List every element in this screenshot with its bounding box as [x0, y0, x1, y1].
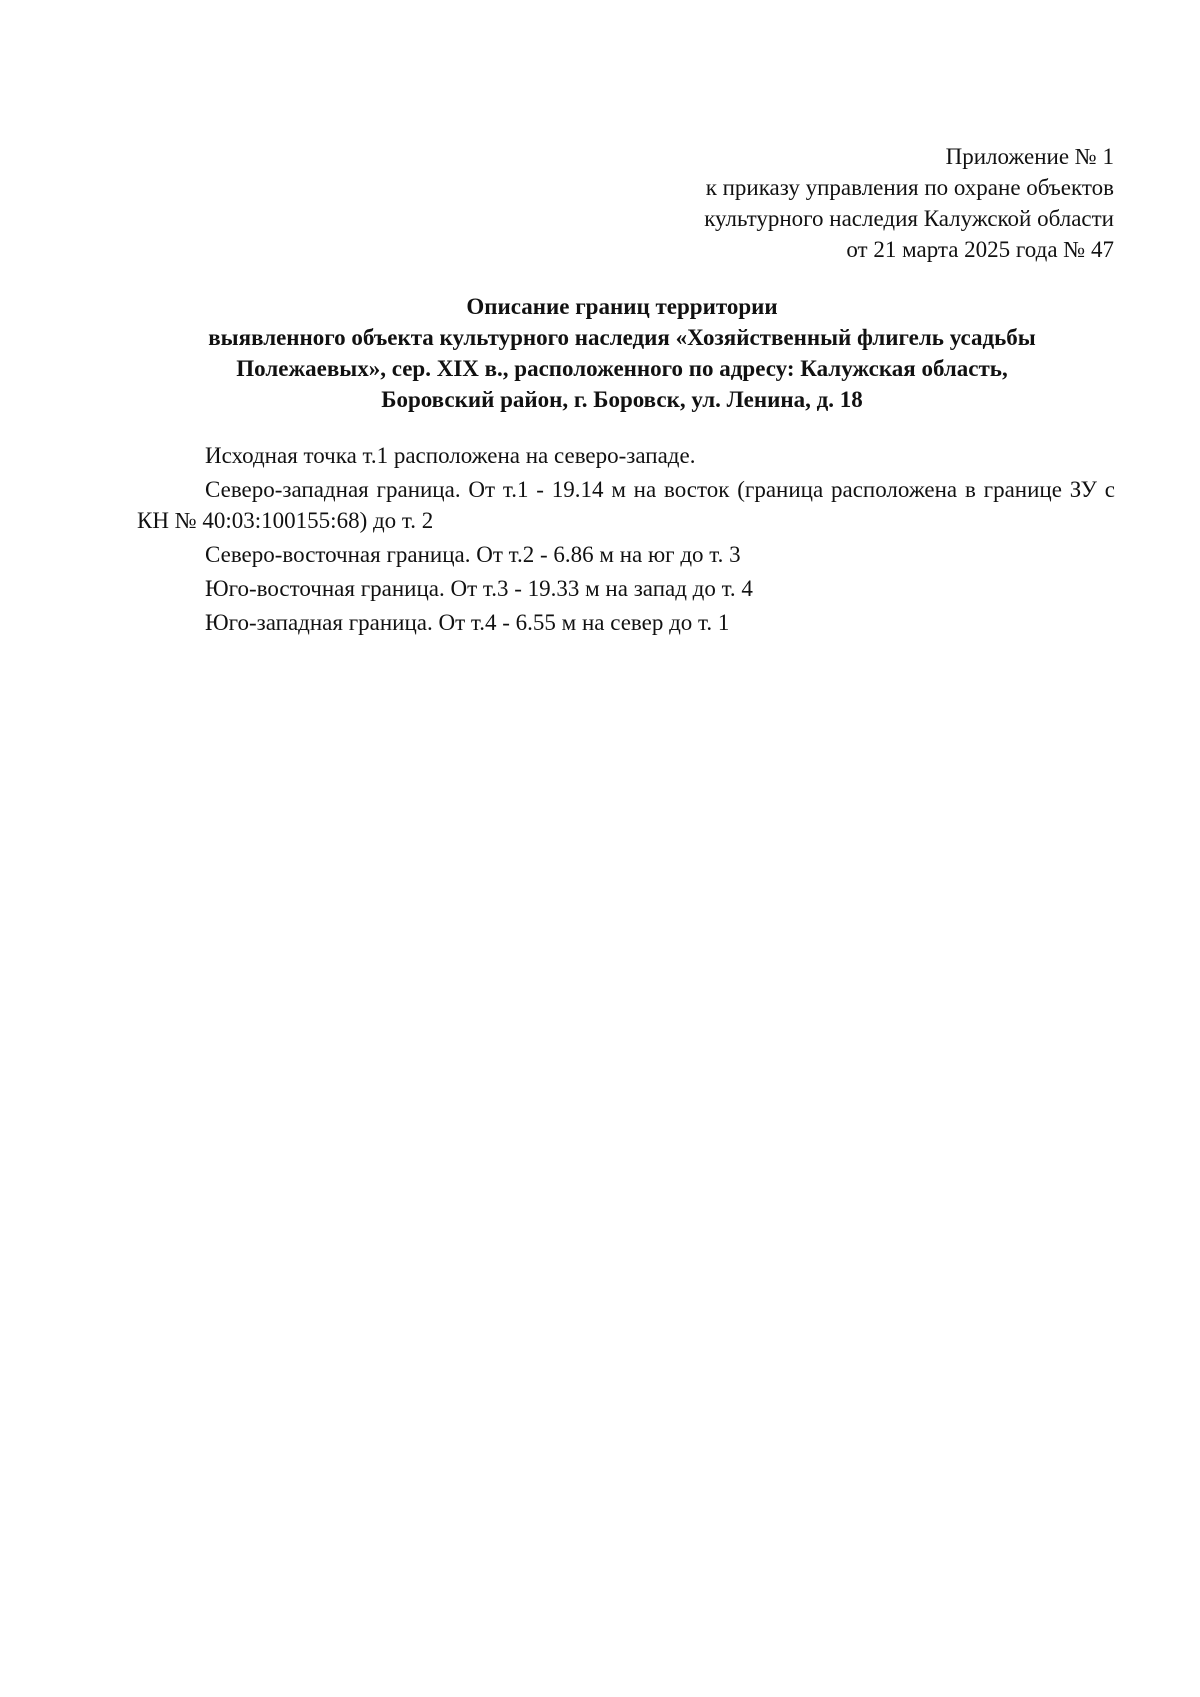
paragraph-northwest-boundary: Северо-западная граница. От т.1 - 19.14 м на восток (граница расположена в границе ЗУ с КН № 40:03:100155:68) до т. 2 — [137, 477, 1115, 533]
document-body — [137, 440, 1115, 641]
appendix-order-ref: к приказу управления по охране объектов — [705, 175, 1114, 200]
appendix-date: от 21 марта 2025 года № 47 — [846, 237, 1114, 262]
document-title — [130, 291, 1114, 415]
title-line: выявленного объекта культурного наследия «Хозяйственный флигель усадьбы — [208, 325, 1036, 350]
paragraph-southeast-boundary: Юго-восточная граница. От т.3 - 19.33 м на запад до т. 4 — [205, 576, 753, 601]
paragraph-northeast-boundary: Северо-восточная граница. От т.2 - 6.86 м на юг до т. 3 — [205, 542, 741, 567]
title-line: Описание границ территории — [466, 294, 778, 319]
appendix-header — [514, 141, 1114, 265]
appendix-authority: культурного наследия Калужской области — [704, 206, 1114, 231]
title-line: Полежаевых», сер. XIX в., расположенного по адресу: Калужская область, — [236, 356, 1008, 381]
appendix-number: Приложение № 1 — [945, 144, 1114, 169]
title-line: Боровский район, г. Боровск, ул. Ленина, д. 18 — [381, 387, 863, 412]
paragraph-southwest-boundary: Юго-западная граница. От т.4 - 6.55 м на север до т. 1 — [205, 610, 730, 635]
paragraph-start-point: Исходная точка т.1 расположена на северо-западе. — [205, 443, 696, 468]
